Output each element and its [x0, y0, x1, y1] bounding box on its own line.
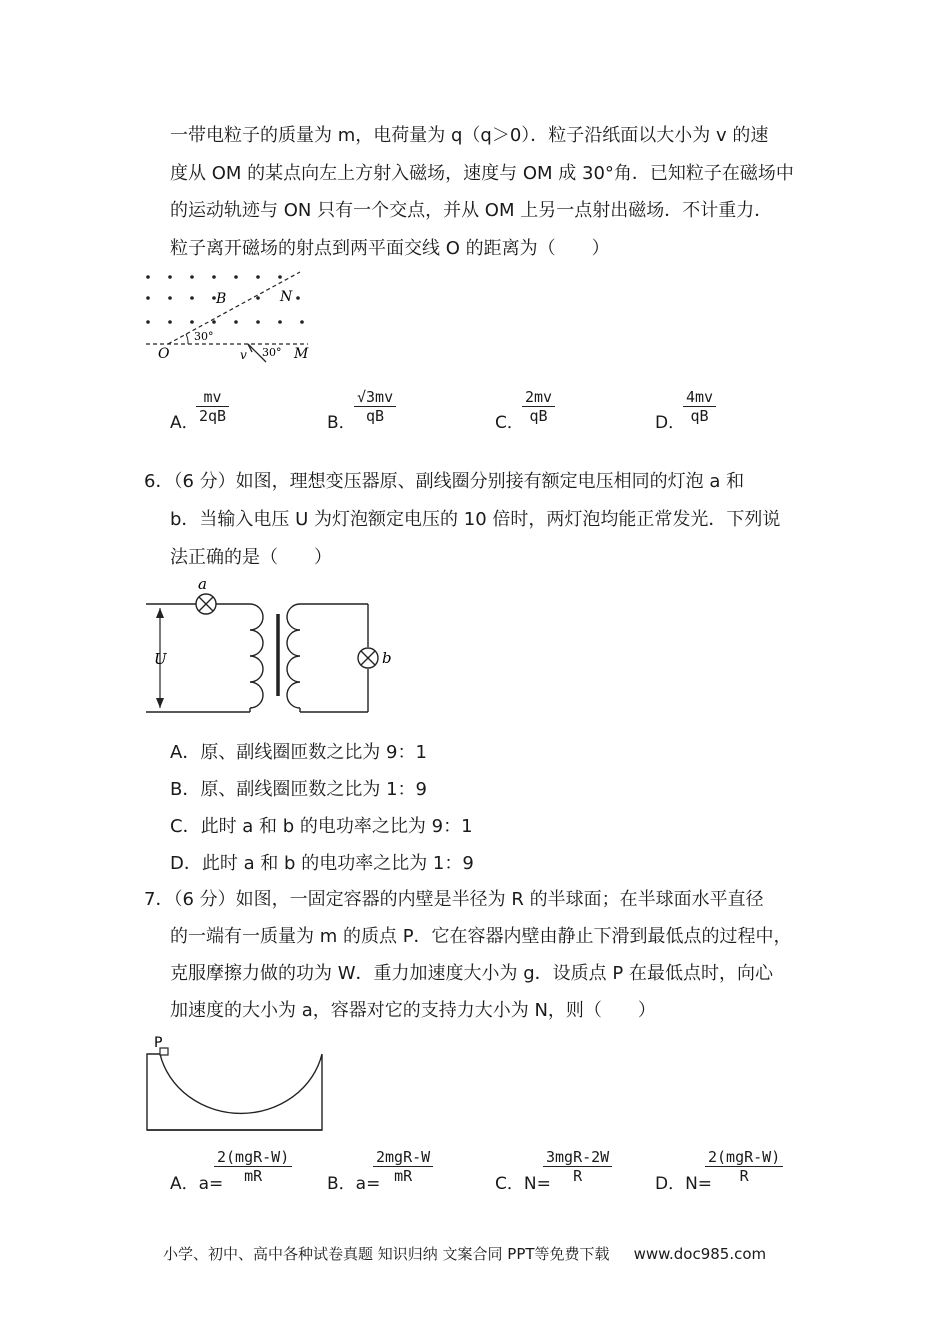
q6-line-2: b．当输入电压 U 为灯泡额定电压的 10 倍时，两灯泡均能正常发光．下列说: [170, 509, 781, 530]
q6-line-1: 6．（6 分）如图，理想变压器原、副线圈分别接有额定电压相同的灯泡 a 和: [144, 471, 745, 492]
bulb-a: [196, 594, 216, 614]
q5-line-4: 粒子离开磁场的射点到两平面交线 O 的距离为（ ）: [170, 238, 610, 259]
q7-option-c-numerator: 3mgR-2W: [543, 1148, 612, 1167]
q7-option-d-fraction: [705, 1148, 783, 1185]
label-P: P: [154, 1035, 163, 1051]
q5-option-a-numerator: mv: [196, 388, 229, 407]
q5-option-b-fraction: [354, 388, 396, 425]
q6-option-a[interactable]: A．原、副线圈匝数之比为 9：1: [170, 742, 427, 763]
page-footer: [163, 1244, 766, 1264]
footer-url[interactable]: www.doc985.com: [633, 1245, 767, 1263]
q5-magnetic-field-figure: [140, 268, 320, 368]
q5-option-d-denominator: qB: [690, 407, 709, 425]
q5-line-3: 的运动轨迹与 ON 只有一个交点，并从 OM 上另一点射出磁场．不计重力．: [170, 200, 773, 221]
label-a: a: [198, 575, 207, 593]
label-U: U: [154, 650, 167, 668]
q5-option-d-numerator: 4mv: [683, 388, 716, 407]
q7-option-a-fraction: [214, 1148, 292, 1185]
q7-option-b-fraction: [373, 1148, 433, 1185]
q7-option-d-numerator: 2(mgR-W): [705, 1148, 783, 1167]
q7-option-a-label[interactable]: A．a=: [170, 1174, 224, 1194]
q5-option-c-numerator: 2mv: [522, 388, 555, 407]
q7-option-b-numerator: 2mgR-W: [373, 1148, 433, 1167]
q6-line-3: 法正确的是（ ）: [170, 547, 332, 568]
q5-option-a-fraction: [196, 388, 229, 425]
q6-option-d[interactable]: D．此时 a 和 b 的电功率之比为 1：9: [170, 853, 474, 874]
q7-option-d-label[interactable]: D．N=: [655, 1174, 713, 1194]
q5-option-d-fraction: [683, 388, 716, 425]
q5-option-a-denominator: 2qB: [199, 407, 227, 425]
q7-option-a-denominator: mR: [244, 1167, 263, 1185]
q5-line-1: 一带电粒子的质量为 m，电荷量为 q（q＞0）．粒子沿纸面以大小为 v 的速: [170, 125, 769, 146]
q7-option-c-denominator: R: [573, 1167, 583, 1185]
q7-line-4: 加速度的大小为 a，容器对它的支持力大小为 N，则（ ）: [170, 1000, 656, 1021]
q5-option-c-fraction: [522, 388, 555, 425]
q7-line-3: 克服摩擦力做的功为 W．重力加速度大小为 g．设质点 P 在最低点时，向心: [170, 963, 773, 984]
q5-option-c-label[interactable]: C．: [495, 413, 524, 433]
label-v: v: [240, 348, 247, 362]
label-B: B: [216, 291, 227, 307]
q7-option-d-denominator: R: [739, 1167, 749, 1185]
q7-option-a-numerator: 2(mgR-W): [214, 1148, 292, 1167]
q6-option-c[interactable]: C．此时 a 和 b 的电功率之比为 9：1: [170, 816, 473, 837]
q6-transformer-figure: [142, 574, 392, 722]
q5-option-b-label[interactable]: B．: [327, 413, 356, 433]
q6-option-b[interactable]: B．原、副线圈匝数之比为 1：9: [170, 779, 427, 800]
q5-option-a-label[interactable]: A．: [170, 413, 199, 433]
label-angle-2: 30°: [262, 346, 282, 359]
q7-option-b-label[interactable]: B．a=: [327, 1174, 381, 1194]
label-angle-1: 30°: [194, 330, 214, 343]
q7-option-c-label[interactable]: C．N=: [495, 1174, 551, 1194]
q7-option-c-fraction: [543, 1148, 612, 1185]
q5-option-b-denominator: qB: [366, 407, 385, 425]
label-M: M: [294, 346, 309, 362]
label-b: b: [382, 649, 392, 667]
q5-option-b-numerator: √3mv: [354, 388, 396, 407]
q7-option-b-denominator: mR: [394, 1167, 413, 1185]
q5-option-c-denominator: qB: [529, 407, 548, 425]
q7-line-1: 7．（6 分）如图，一固定容器的内壁是半径为 R 的半球面；在半球面水平直径: [144, 889, 764, 910]
q7-line-2: 的一端有一质量为 m 的质点 P．它在容器内壁由静止下滑到最低点的过程中，: [170, 926, 792, 947]
q7-hemisphere-figure: [142, 1034, 328, 1134]
label-N: N: [280, 289, 293, 305]
bulb-b: [358, 648, 378, 668]
label-O: O: [158, 346, 170, 362]
footer-text: 小学、初中、高中各种试卷真题 知识归纳 文案合同 PPT等免费下载: [163, 1245, 610, 1263]
q5-line-2: 度从 OM 的某点向左上方射入磁场，速度与 OM 成 30°角．已知粒子在磁场中: [170, 163, 794, 184]
q5-option-d-label[interactable]: D．: [655, 413, 686, 433]
